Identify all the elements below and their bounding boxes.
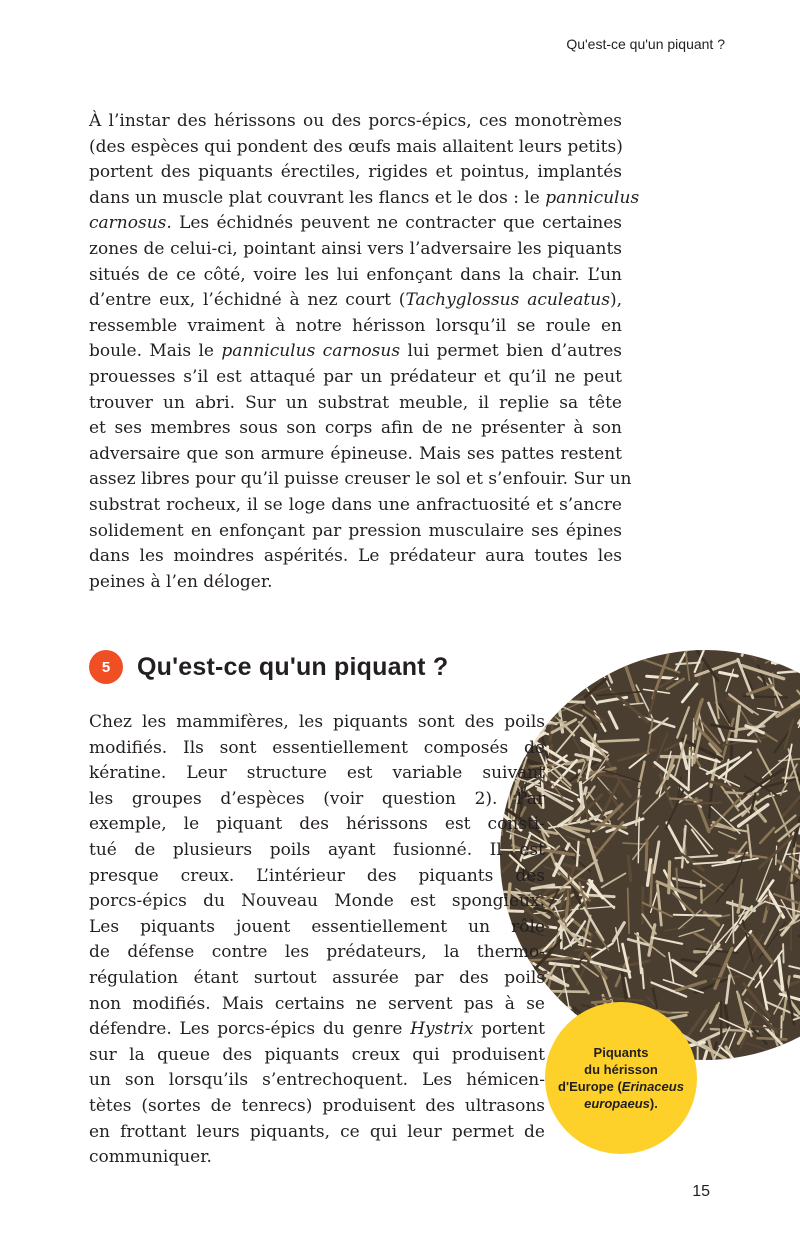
section-paragraph-line: presque creux. L’intérieur des piquants des	[89, 865, 545, 886]
intro-paragraph-line: solidement en enfonçant par pression musculaire ses épines	[89, 520, 622, 541]
intro-paragraph-line: prouesses s’il est attaqué par un prédateur et qu’il ne peut	[89, 366, 622, 387]
intro-paragraph-line: d’entre eux, l’échidné à nez court (Tachyglossus aculeatus),	[89, 290, 622, 311]
italic-term: Tachyglossus aculeatus	[405, 290, 610, 311]
section-paragraph-line: sur la queue des piquants creux qui produisent	[89, 1044, 545, 1065]
section-paragraph-line: en frottant leurs piquants, ce qui leur permet de	[89, 1121, 545, 1142]
hedgehog-spines-photo	[500, 650, 800, 1060]
section-heading	[89, 650, 448, 684]
section-paragraph-line: un son lorsqu’ils s’entrechoquent. Les hémicen-	[89, 1070, 545, 1091]
intro-paragraph-line: adversaire que son armure épineuse. Mais ses pattes restent	[89, 443, 622, 464]
intro-paragraph-line: et ses membres sous son corps afin de ne présenter à son	[89, 418, 622, 439]
section-paragraph-line: tué de plusieurs poils ayant fusionné. Il est	[89, 839, 545, 860]
spines-texture	[500, 650, 800, 1060]
italic-term: carnosus	[89, 213, 167, 234]
running-head: Qu'est-ce qu'un piquant ?	[566, 36, 725, 52]
intro-paragraph-line: dans un muscle plat couvrant les flancs et le dos : le panniculus	[89, 187, 640, 208]
photo-caption-circle	[545, 1002, 697, 1154]
section-number-badge: 5	[89, 650, 123, 684]
intro-paragraph-line: À l’instar des hérissons ou des porcs-épics, ces monotrèmes	[89, 111, 622, 131]
intro-paragraph-line: peines à l’en déloger.	[89, 571, 273, 592]
intro-paragraph	[89, 109, 640, 595]
section-paragraph-line: communiquer.	[89, 1147, 212, 1168]
photo-caption	[556, 1044, 686, 1112]
caption-italic: Erinaceus	[621, 1079, 684, 1094]
section-paragraph-line: exemple, le piquant des hérissons est consti-	[89, 814, 545, 835]
section-paragraph-line: tètes (sortes de tenrecs) produisent des ultrasons	[89, 1095, 545, 1116]
intro-paragraph-line: situés de ce côté, voire les lui enfonçant dans la chair. L’un	[89, 264, 622, 285]
italic-term: panniculus	[545, 187, 640, 208]
intro-paragraph-line: dans les moindres aspérités. Le prédateur aura toutes les	[89, 546, 622, 567]
section-paragraph-line: modifiés. Ils sont essentiellement composés de	[89, 737, 545, 758]
caption-line: du hérisson	[584, 1062, 658, 1077]
section-paragraph-line: non modifiés. Mais certains ne servent pas à se	[89, 993, 545, 1014]
caption-line: europaeus).	[584, 1096, 658, 1111]
caption-line: Piquants	[593, 1045, 649, 1060]
intro-paragraph-line: trouver un abri. Sur un substrat meuble, il replie sa tête	[89, 392, 622, 413]
section-title: Qu'est-ce qu'un piquant ?	[137, 652, 449, 681]
intro-paragraph-line: portent des piquants érectiles, rigides et pointus, implantés	[89, 162, 622, 183]
italic-term: Hystrix	[410, 1019, 474, 1040]
italic-term: panniculus carnosus	[221, 341, 401, 362]
intro-paragraph-line: boule. Mais le panniculus carnosus lui permet bien d’autres	[89, 341, 622, 362]
section-paragraph-line: défendre. Les porcs-épics du genre Hystrix portent	[89, 1019, 546, 1040]
caption-italic: europaeus	[584, 1096, 650, 1111]
intro-paragraph-line: zones de celui-ci, pointant ainsi vers l’adversaire les piquants	[89, 238, 622, 259]
section-paragraph-line: régulation étant surtout assurée par des poils	[89, 967, 545, 988]
intro-paragraph-line: assez libres pour qu’il puisse creuser le sol et s’enfouir. Sur un	[89, 469, 632, 490]
section-paragraph-line: les groupes d’espèces (voir question 2). Par	[89, 788, 545, 809]
intro-paragraph-line: ressemble vraiment à notre hérisson lorsqu’il se roule en	[89, 315, 622, 336]
section-paragraph-line: Les piquants jouent essentiellement un rôle	[89, 916, 545, 937]
section-paragraph	[89, 710, 545, 1171]
section-paragraph-line: Chez les mammifères, les piquants sont des poils	[89, 712, 545, 732]
page-number: 15	[692, 1183, 710, 1200]
section-paragraph-line: porcs-épics du Nouveau Monde est spongieux.	[89, 891, 545, 912]
intro-paragraph-line: substrat rocheux, il se loge dans une anfractuosité et s’ancre	[89, 494, 622, 515]
section-paragraph-line: kératine. Leur structure est variable suivant	[89, 763, 545, 784]
intro-paragraph-line: (des espèces qui pondent des œufs mais allaitent leurs petits)	[89, 136, 623, 157]
intro-paragraph-line: carnosus. Les échidnés peuvent ne contracter que certaines	[89, 213, 622, 234]
section-paragraph-line: de défense contre les prédateurs, la thermo-	[89, 942, 545, 963]
caption-line: d'Europe (Erinaceus	[558, 1079, 684, 1094]
